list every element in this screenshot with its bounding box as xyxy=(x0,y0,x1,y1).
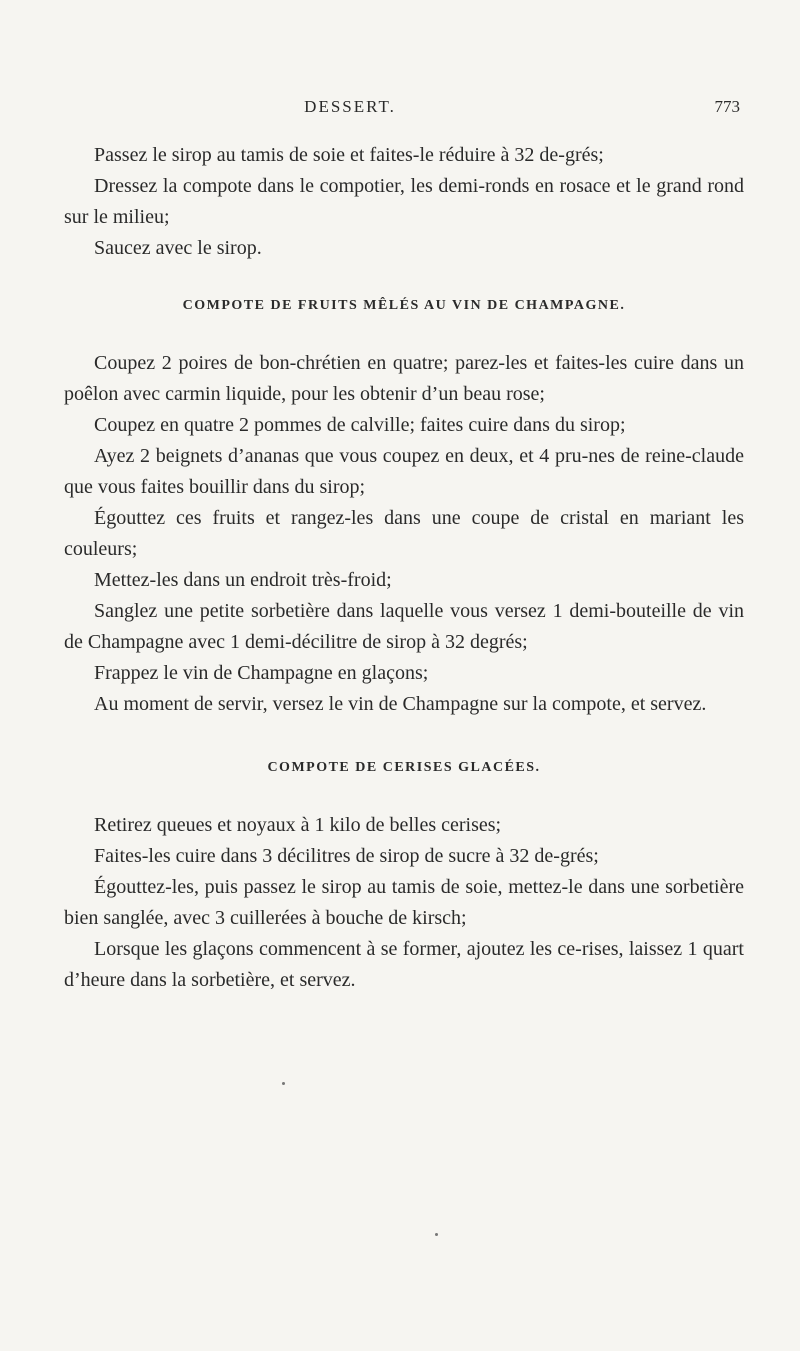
paragraph: Coupez en quatre 2 pommes de calville; faites cuire dans du sirop; xyxy=(94,414,626,436)
paragraph: Retirez queues et noyaux à 1 kilo de belles cerises; xyxy=(94,814,502,836)
page-number: 773 xyxy=(714,97,740,116)
paragraph: Frappez le vin de Champagne en glaçons; xyxy=(94,662,429,684)
ink-speck xyxy=(435,1233,438,1236)
paragraph: Au moment de servir, versez le vin de Champagne sur la compote, et servez. xyxy=(94,693,707,715)
section-heading: COMPOTE DE CERISES GLACÉES. xyxy=(267,760,541,775)
paragraph: Lorsque les glaçons commencent à se former, ajoutez les ce-rises, laissez 1 quart d’heure dans la sorbetière, et servez. xyxy=(64,938,744,991)
paragraph: Coupez 2 poires de bon-chrétien en quatre; parez-les et faites-les cuire dans un poêlon avec carmin liquide, pour les obtenir d’un beau rose; xyxy=(64,352,744,405)
ink-speck xyxy=(282,1082,285,1085)
page-body xyxy=(64,140,744,996)
paragraph: Égouttez-les, puis passez le sirop au tamis de soie, mettez-le dans une sorbetière bien sanglée, avec 3 cuillerées à bouche de kirsch; xyxy=(64,876,744,929)
paragraph: Mettez-les dans un endroit très-froid; xyxy=(94,569,392,591)
paragraph: Ayez 2 beignets d’ananas que vous coupez en deux, et 4 pru-nes de reine-claude que vous faites bouillir dans du sirop; xyxy=(64,445,744,498)
paragraph: Sanglez une petite sorbetière dans laquelle vous versez 1 demi-bouteille de vin de Champagne avec 1 demi-décilitre de sirop à 32 degrés; xyxy=(64,600,744,653)
paragraph: Passez le sirop au tamis de soie et faites-le réduire à 32 de-grés; xyxy=(94,144,604,166)
paragraph: Dressez la compote dans le compotier, les demi-ronds en rosace et le grand rond sur le milieu; xyxy=(64,175,744,228)
paragraph: Égouttez ces fruits et rangez-les dans une coupe de cristal en mariant les couleurs; xyxy=(64,507,744,560)
section-heading: COMPOTE DE FRUITS MÊLÉS AU VIN DE CHAMPAGNE. xyxy=(182,298,626,313)
running-title: DESSERT. xyxy=(304,97,396,116)
paragraph: Saucez avec le sirop. xyxy=(94,237,262,259)
paragraph: Faites-les cuire dans 3 décilitres de sirop de sucre à 32 de-grés; xyxy=(94,845,599,867)
running-header xyxy=(0,95,800,125)
